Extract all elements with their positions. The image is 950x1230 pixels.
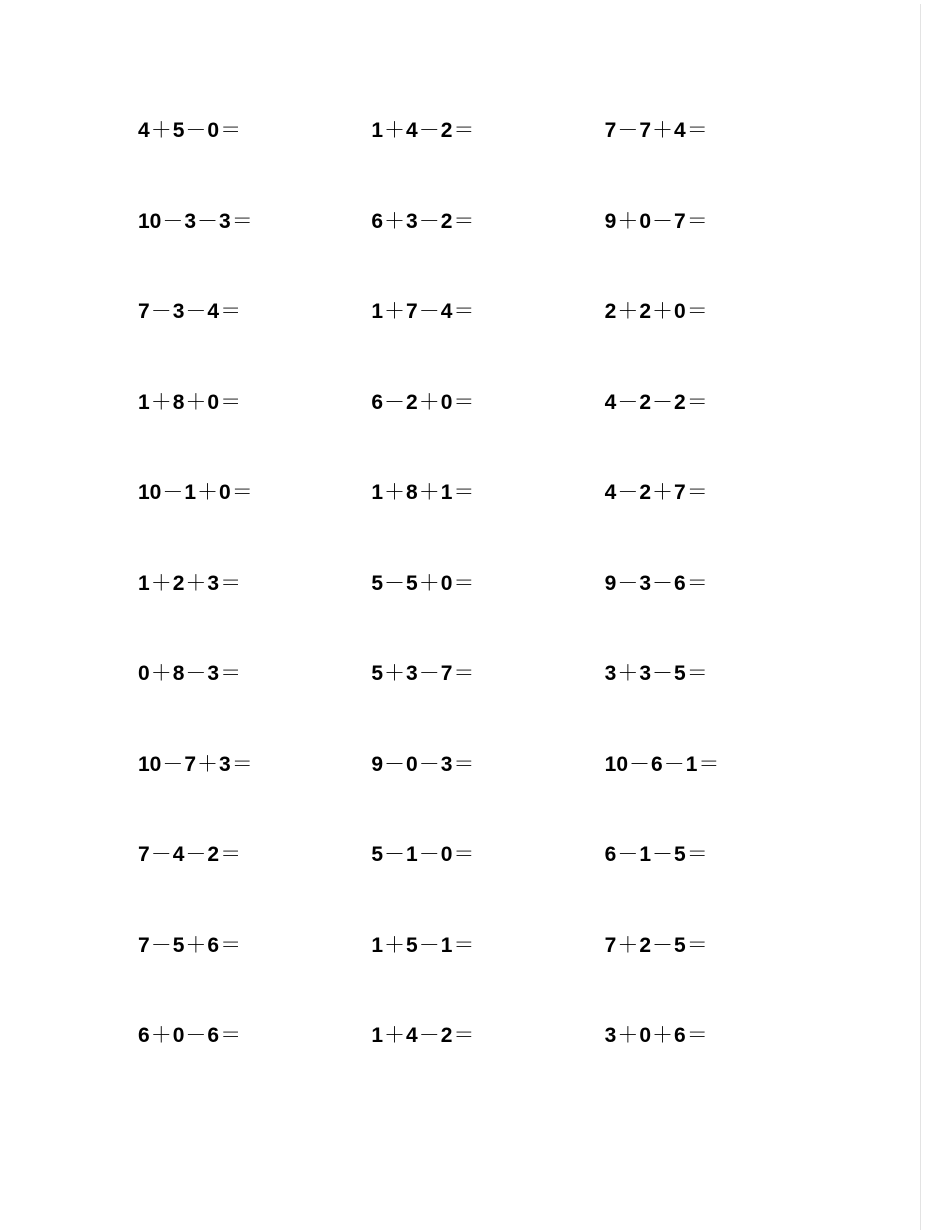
arithmetic-problem: 9－0－3＝	[371, 752, 475, 776]
arithmetic-problem: 5－5＋0＝	[371, 571, 475, 595]
problem-row	[138, 480, 838, 571]
arithmetic-problem: 3＋0＋6＝	[604, 1024, 708, 1047]
arithmetic-problem: 0＋8－3＝	[138, 662, 242, 685]
arithmetic-problem: 1＋4－2＝	[371, 119, 475, 142]
page-edge-divider	[920, 4, 921, 1230]
arithmetic-worksheet	[138, 118, 838, 1114]
arithmetic-problem: 6－2＋0＝	[371, 390, 475, 414]
arithmetic-problem: 4＋5－0＝	[138, 119, 242, 142]
arithmetic-problem: 1＋2＋3＝	[138, 571, 242, 595]
arithmetic-problem: 1＋7－4＝	[371, 300, 475, 323]
arithmetic-problem: 7－5＋6＝	[138, 933, 242, 957]
arithmetic-problem: 6＋3－2＝	[371, 209, 475, 233]
arithmetic-problem: 9－3－6＝	[604, 571, 708, 595]
arithmetic-problem: 1＋8＋0＝	[138, 390, 242, 414]
arithmetic-problem: 1＋8＋1＝	[371, 481, 475, 504]
problem-row	[138, 842, 838, 933]
arithmetic-problem: 3＋3－5＝	[604, 662, 708, 685]
arithmetic-problem: 7－7＋4＝	[604, 119, 708, 142]
arithmetic-problem: 6－1－5＝	[604, 843, 708, 866]
arithmetic-problem: 2＋2＋0＝	[604, 300, 708, 323]
problem-row	[138, 390, 838, 481]
arithmetic-problem: 1＋5－1＝	[371, 933, 475, 957]
problem-row	[138, 752, 838, 843]
arithmetic-problem: 10－1＋0＝	[138, 481, 253, 504]
problem-row	[138, 118, 838, 209]
arithmetic-problem: 10－7＋3＝	[138, 752, 253, 776]
problem-row	[138, 571, 838, 662]
arithmetic-problem: 5－1－0＝	[371, 843, 475, 866]
arithmetic-problem: 6＋0－6＝	[138, 1024, 242, 1047]
arithmetic-problem: 10－3－3＝	[138, 209, 253, 233]
arithmetic-problem: 10－6－1＝	[604, 752, 720, 776]
problem-row	[138, 299, 838, 390]
arithmetic-problem: 7－3－4＝	[138, 300, 242, 323]
problem-row	[138, 933, 838, 1024]
problem-row	[138, 209, 838, 300]
problem-row	[138, 1023, 838, 1114]
arithmetic-problem: 5＋3－7＝	[371, 662, 475, 685]
arithmetic-problem: 1＋4－2＝	[371, 1024, 475, 1047]
problem-row	[138, 661, 838, 752]
arithmetic-problem: 9＋0－7＝	[604, 209, 708, 233]
arithmetic-problem: 7－4－2＝	[138, 843, 242, 866]
arithmetic-problem: 4－2＋7＝	[604, 481, 708, 504]
arithmetic-problem: 7＋2－5＝	[604, 933, 708, 957]
arithmetic-problem: 4－2－2＝	[604, 390, 708, 414]
